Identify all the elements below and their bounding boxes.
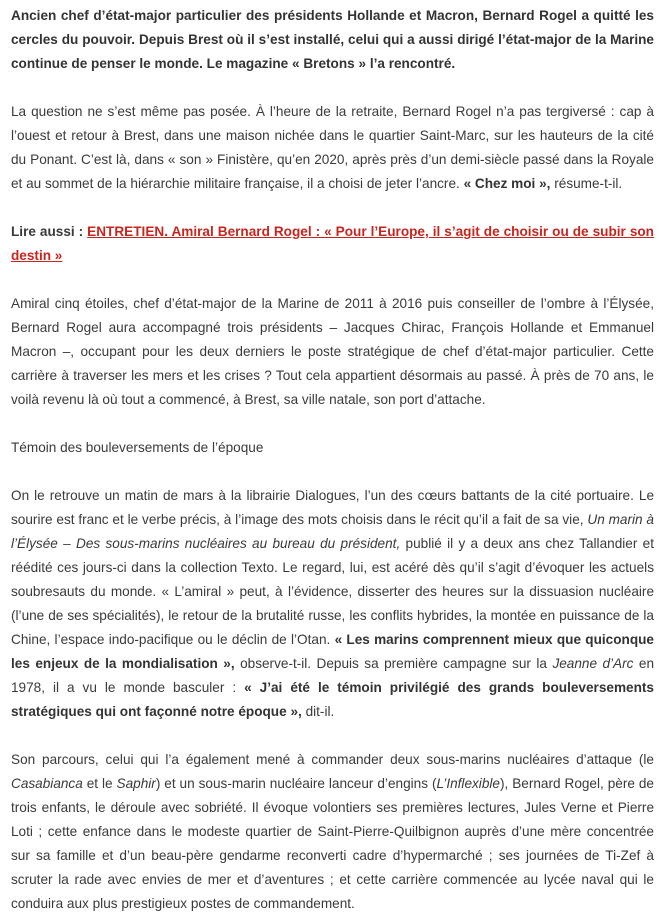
article-lead: Ancien chef d’état-major particulier des présidents Hollande et Macron, Bernard Rogel a quitté les cercles du pouvoir. Depuis Brest où il s’est installé, celui qui a aussi dirigé l’état-major de la Marine continue de penser le monde. Le magazine « Bretons » l’a rencontré. bbox=[11, 8, 654, 71]
submarine-inflexible: L’Inflexible bbox=[436, 776, 500, 791]
quote-temoin: « J’ai été le témoin privilégié des grands bouleversements stratégiques qui ont façonné notre époque », bbox=[11, 680, 654, 719]
paragraph-background bbox=[11, 748, 654, 916]
paragraph-career: Amiral cinq étoiles, chef d’état-major de la Marine de 2011 à 2016 puis conseiller de l’ombre à l’Élysée, Bernard Rogel aura accompagné trois présidents – Jacques Chirac, François Hollande et Emmanuel Macron –, occupant pour les deux derniers le poste stratégique de chef d’état-major particulier. Cette carrière à traverser les mers et les crises ? Tout cela appartient désormais au passé. À près de 70 ans, le voilà revenu là où tout a commencé, à Brest, sa ville natale, son port d’attache. bbox=[11, 296, 654, 407]
read-also bbox=[11, 220, 654, 268]
paragraph-intro-text: La question ne s’est même pas posée. À l’heure de la retraite, Bernard Rogel n’a pas tergiversé : cap à l’ouest et retour à Brest, dans une maison nichée dans le quartier Saint-Marc, sur les hauteurs de la cité du Ponant. C’est là, dans « son » Finistère, qu’en 2020, après près d’un demi-siècle passé dans la Royale et au sommet de la hiérarchie militaire française, il a choisi de jeter l’ancre. bbox=[11, 104, 654, 191]
paragraph-bookshop bbox=[11, 484, 654, 724]
paragraph-background-text-1: Son parcours, celui qui l’a également mené à commander deux sous-marins nucléaires d’attaque (le bbox=[11, 752, 654, 767]
read-also-link[interactable]: ENTRETIEN. Amiral Bernard Rogel : « Pour l’Europe, il s’agit de choisir ou de subir son destin » bbox=[11, 224, 654, 263]
paragraph-intro bbox=[11, 100, 654, 196]
paragraph-bookshop-text-3: observe-t-il. Depuis sa première campagne sur la bbox=[240, 656, 547, 671]
submarine-saphir: Saphir bbox=[116, 776, 156, 791]
paragraph-bookshop-text-2: publié il y a deux ans chez Tallandier et réédité ces jours-ci dans la collection Texto. Le regard, lui, est acéré dès qu’il s’agit d’évoquer les actuels soubresauts du monde. « L’amiral » peut, à l’évidence, disserter des heures sur la dissuasion nucléaire (l’une de ses spécialités), le retour de la brutalité russe, les conflits hybrides, la montée en puissance de la Chine, l’espace indo-pacifique ou le déclin de l’Otan. bbox=[11, 536, 655, 647]
paragraph-bookshop-text-4: en 1978, il a vu le monde basculer : bbox=[11, 656, 655, 695]
ship-name: Jeanne d’Arc bbox=[552, 656, 634, 671]
paragraph-background-text-2: et le bbox=[86, 776, 113, 791]
subheading: Témoin des bouleversements de l’époque bbox=[11, 440, 264, 455]
paragraph-intro-end: résume-t-il. bbox=[554, 176, 623, 191]
quote-mondialisation: « Les marins comprennent mieux que quiconque les enjeux de la mondialisation », bbox=[11, 632, 654, 671]
paragraph-bookshop-text-1: On le retrouve un matin de mars à la librairie Dialogues, l’un des cœurs battants de la cité portuaire. Le sourire est franc et le verbe précis, à l’image des mots choisis dans le récit qu’il a fait de sa vie, bbox=[11, 488, 654, 527]
submarine-casabianca: Casabianca bbox=[11, 776, 83, 791]
paragraph-background-text-4: ), Bernard Rogel, père de trois enfants, le déroule avec sobriété. Il évoque volontiers ses premières lectures, Jules Verne et Pierre Loti ; cette enfance dans le modeste quartier de Saint-Pierre-Quilbignon auprès d’une mère concentrée sur sa famille et d’un beau-père gendarme reconverti cadre d’hypermarché ; ses journées de Ti-Zef à scruter la rade avec envies de mer et d’aventures ; et cette carrière commencée au lycée naval qui le conduira aux plus prestigieux postes de commandement. bbox=[11, 776, 654, 911]
paragraph-background-text-3: ) et un sous-marin nucléaire lanceur d’engins ( bbox=[155, 776, 437, 791]
read-also-label: Lire aussi : bbox=[11, 224, 84, 239]
quote-chez-moi: « Chez moi », bbox=[463, 176, 551, 191]
paragraph-bookshop-text-5: dit-il. bbox=[305, 704, 335, 719]
book-title: Un marin à l’Élysée – Des sous-marins nucléaires au bureau du président, bbox=[11, 512, 654, 551]
